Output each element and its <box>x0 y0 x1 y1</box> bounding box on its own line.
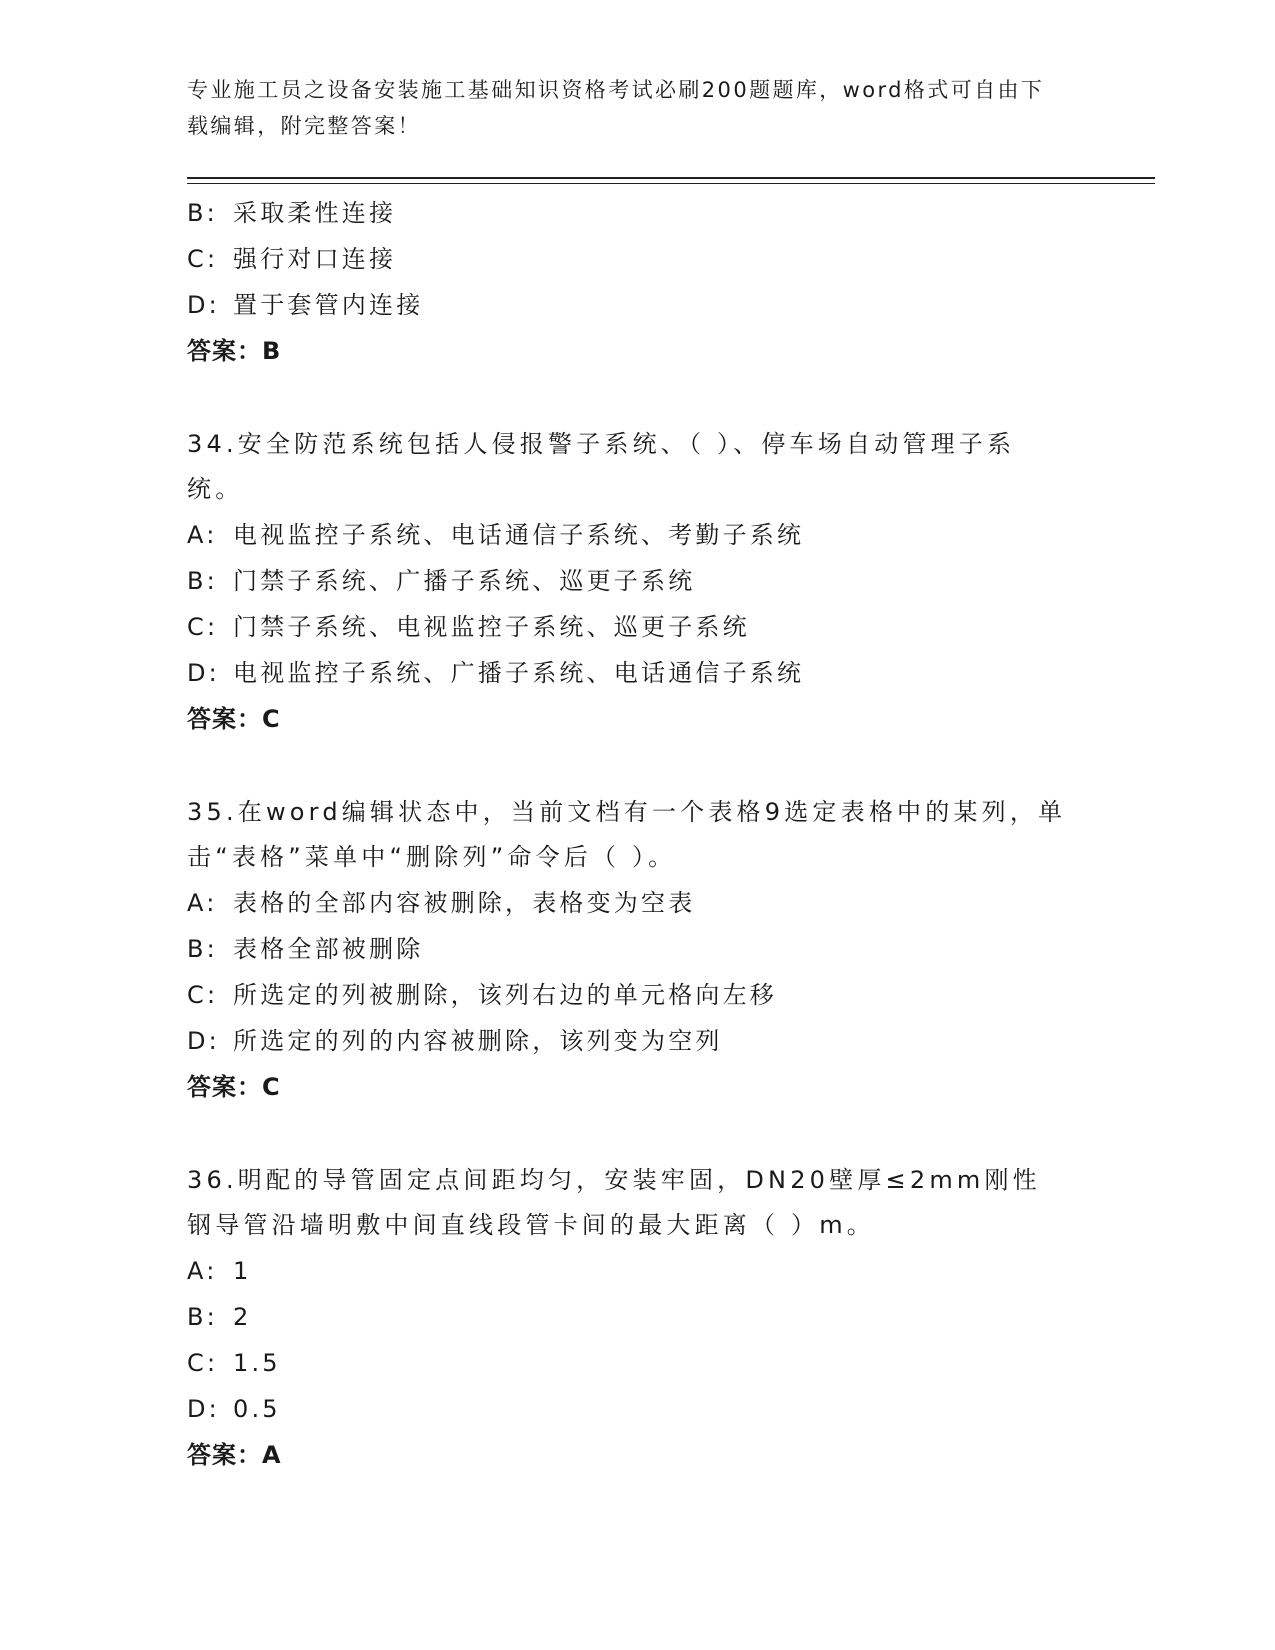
option-d <box>187 650 1087 696</box>
option-b <box>187 926 1087 972</box>
answer-line: 答案：C <box>187 705 281 733</box>
question-36 <box>187 1158 1087 1478</box>
question-35 <box>187 790 1087 1110</box>
option-text: 所选定的列的内容被删除，该列变为空列 <box>233 1027 723 1055</box>
option-text: 电视监控子系统、电话通信子系统、考勤子系统 <box>233 521 805 549</box>
option-text: 电视监控子系统、广播子系统、电话通信子系统 <box>233 659 805 687</box>
option-a <box>187 1248 1087 1294</box>
option-key: D: <box>187 291 220 319</box>
option-c <box>187 236 1087 282</box>
option-d <box>187 1018 1087 1064</box>
option-text: 置于套管内连接 <box>233 291 424 319</box>
option-key: B: <box>187 935 218 963</box>
spacer <box>187 1110 1087 1158</box>
question-33-continuation <box>187 190 1087 374</box>
question-stem: 34.安全防范系统包括人侵报警子系统、（ ）、停车场自动管理子系统。 <box>187 430 1016 503</box>
option-b <box>187 190 1087 236</box>
option-text: 门禁子系统、电视监控子系统、巡更子系统 <box>233 613 750 641</box>
option-text: 1 <box>233 1257 252 1285</box>
answer-line: 答案：B <box>187 337 282 365</box>
option-key: D: <box>187 1395 220 1423</box>
option-key: C: <box>187 1349 219 1377</box>
question-stem: 36.明配的导管固定点间距均匀，安装牢固，DN20壁厚≤2mm刚性钢导管沿墙明敷中间直线段管卡间的最大距离（ ）m。 <box>187 1166 1041 1239</box>
option-b <box>187 558 1087 604</box>
option-a <box>187 512 1087 558</box>
option-key: D: <box>187 659 220 687</box>
option-c <box>187 1340 1087 1386</box>
question-stem: 35.在word编辑状态中，当前文档有一个表格9选定表格中的某列，单击“表格”菜单中“删除列”命令后（ ）。 <box>187 798 1067 871</box>
option-key: A: <box>187 521 218 549</box>
question-34 <box>187 422 1087 742</box>
spacer <box>187 374 1087 422</box>
option-key: C: <box>187 245 219 273</box>
option-key: D: <box>187 1027 220 1055</box>
option-text: 表格全部被删除 <box>233 935 424 963</box>
answer-line: 答案：C <box>187 1073 281 1101</box>
spacer <box>187 742 1087 790</box>
option-text: 强行对口连接 <box>233 245 397 273</box>
document-header: 专业施工员之设备安装施工基础知识资格考试必刷200题题库，word格式可自由下载编辑，附完整答案！ <box>187 78 1045 138</box>
option-d <box>187 1386 1087 1432</box>
option-c <box>187 604 1087 650</box>
option-key: B: <box>187 199 218 227</box>
option-key: C: <box>187 981 219 1009</box>
option-text: 所选定的列被删除，该列右边的单元格向左移 <box>233 981 777 1009</box>
option-key: A: <box>187 889 218 917</box>
option-text: 采取柔性连接 <box>233 199 397 227</box>
option-text: 1.5 <box>233 1349 281 1377</box>
header-rule-thick <box>187 177 1155 179</box>
document-body <box>187 190 1087 1478</box>
option-a <box>187 880 1087 926</box>
header-rule-thin <box>187 183 1155 184</box>
option-key: C: <box>187 613 219 641</box>
option-d <box>187 282 1087 328</box>
option-text: 表格的全部内容被删除，表格变为空表 <box>233 889 696 917</box>
option-c <box>187 972 1087 1018</box>
option-key: A: <box>187 1257 218 1285</box>
option-b <box>187 1294 1087 1340</box>
option-key: B: <box>187 567 218 595</box>
answer-line: 答案：A <box>187 1441 282 1469</box>
option-text: 门禁子系统、广播子系统、巡更子系统 <box>233 567 696 595</box>
option-text: 0.5 <box>233 1395 281 1423</box>
option-key: B: <box>187 1303 218 1331</box>
option-text: 2 <box>233 1303 252 1331</box>
